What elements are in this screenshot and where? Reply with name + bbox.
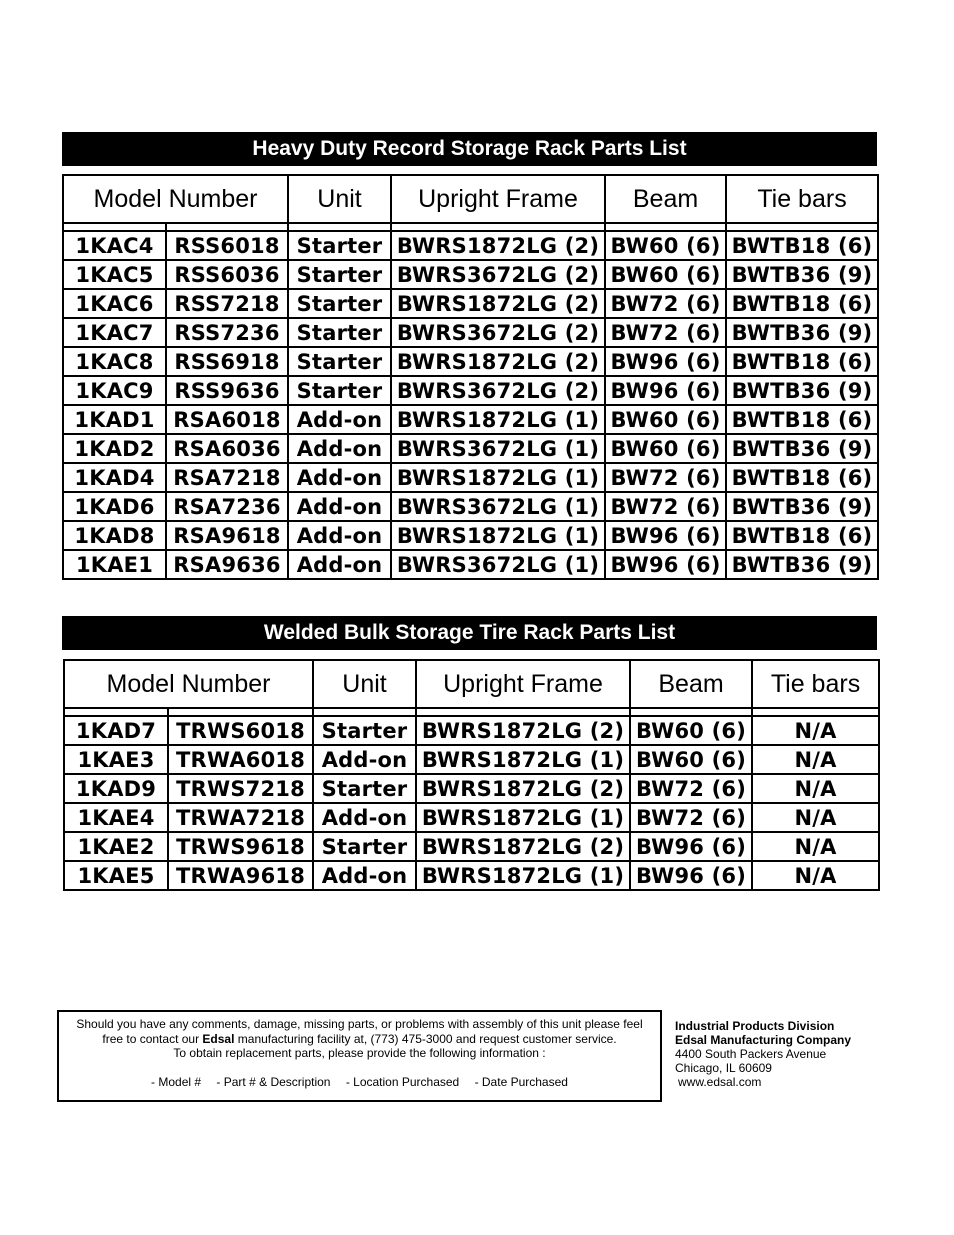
model-cell: 1KAC6: [63, 289, 166, 318]
tire-rack-parts-table: [63, 659, 880, 891]
upright-frame-cell: BWRS1872LG (2): [391, 347, 605, 376]
beam-cell: BW72 (6): [605, 318, 726, 347]
col-header-model-number: Model Number: [63, 175, 288, 223]
table-row: [63, 318, 878, 347]
part-number-cell: RSS6018: [166, 231, 288, 260]
notice-line-2-start: free to contact our: [102, 1031, 203, 1046]
tie-bars-cell: BWTB36 (9): [726, 550, 878, 579]
tie-bars-cell: N/A: [752, 861, 879, 890]
unit-cell: Add-on: [313, 745, 416, 774]
unit-cell: Starter: [288, 289, 391, 318]
table-row: [63, 347, 878, 376]
notice-line-2-end: manufacturing facility at, (773) 475-3000 and request customer service.: [234, 1031, 617, 1046]
beam-cell: BW72 (6): [630, 803, 752, 832]
tie-bars-cell: N/A: [752, 774, 879, 803]
part-number-cell: RSA7218: [166, 463, 288, 492]
table-row: [63, 231, 878, 260]
address-street: 4400 South Packers Avenue: [675, 1047, 827, 1061]
customer-service-notice: [57, 1010, 662, 1102]
part-number-cell: RSA7236: [166, 492, 288, 521]
table1-body: [63, 223, 878, 579]
part-number-cell: RSS6918: [166, 347, 288, 376]
model-cell: 1KAC8: [63, 347, 166, 376]
beam-cell: BW72 (6): [630, 774, 752, 803]
table-row: [63, 492, 878, 521]
info-location: - Location Purchased: [345, 1074, 460, 1089]
model-cell: 1KAD1: [63, 405, 166, 434]
unit-cell: Add-on: [313, 803, 416, 832]
tie-bars-cell: BWTB18 (6): [726, 289, 878, 318]
tie-bars-cell: BWTB36 (9): [726, 376, 878, 405]
header-spacer-row: [64, 708, 879, 716]
model-cell: 1KAD6: [63, 492, 166, 521]
part-number-cell: RSA9636: [166, 550, 288, 579]
col-header-beam: Beam: [630, 660, 752, 708]
col-header-tie-bars: Tie bars: [726, 175, 878, 223]
upright-frame-cell: BWRS3672LG (2): [391, 260, 605, 289]
beam-cell: BW96 (6): [605, 376, 726, 405]
model-cell: 1KAD2: [63, 434, 166, 463]
unit-cell: Starter: [313, 832, 416, 861]
company-address: [675, 1019, 851, 1089]
upright-frame-cell: BWRS1872LG (2): [391, 231, 605, 260]
part-number-cell: TRWA9618: [168, 861, 313, 890]
address-city: Chicago, IL 60609: [675, 1061, 772, 1075]
address-website[interactable]: www.edsal.com: [678, 1075, 762, 1089]
table2-title: Welded Bulk Storage Tire Rack Parts List: [62, 616, 877, 650]
notice-line-1: Should you have any comments, damage, missing parts, or problems with assembly of this unit please feel: [76, 1017, 643, 1031]
part-number-cell: TRWA6018: [168, 745, 313, 774]
tie-bars-cell: BWTB36 (9): [726, 492, 878, 521]
upright-frame-cell: BWRS3672LG (1): [391, 550, 605, 579]
beam-cell: BW96 (6): [605, 521, 726, 550]
col-header-upright-frame: Upright Frame: [391, 175, 605, 223]
part-number-cell: TRWS6018: [168, 716, 313, 745]
part-number-cell: RSS7218: [166, 289, 288, 318]
unit-cell: Add-on: [313, 861, 416, 890]
tie-bars-cell: BWTB18 (6): [726, 405, 878, 434]
spacer-cell: [605, 223, 726, 231]
model-cell: 1KAE2: [64, 832, 168, 861]
part-number-cell: RSS9636: [166, 376, 288, 405]
part-number-cell: RSA9618: [166, 521, 288, 550]
tie-bars-cell: N/A: [752, 716, 879, 745]
upright-frame-cell: BWRS1872LG (1): [416, 861, 630, 890]
table-row: [64, 745, 879, 774]
col-header-upright-frame: Upright Frame: [416, 660, 630, 708]
address-company: Edsal Manufacturing Company: [675, 1033, 852, 1047]
tie-bars-cell: BWTB18 (6): [726, 231, 878, 260]
upright-frame-cell: BWRS3672LG (1): [391, 492, 605, 521]
header-spacer-row: [63, 223, 878, 231]
model-cell: 1KAD9: [64, 774, 168, 803]
model-cell: 1KAC5: [63, 260, 166, 289]
spacer-cell: [313, 708, 416, 716]
beam-cell: BW60 (6): [630, 716, 752, 745]
beam-cell: BW72 (6): [605, 289, 726, 318]
unit-cell: Add-on: [288, 405, 391, 434]
spacer-cell: [168, 708, 313, 716]
tie-bars-cell: BWTB18 (6): [726, 463, 878, 492]
upright-frame-cell: BWRS1872LG (1): [391, 521, 605, 550]
col-header-model-number: Model Number: [64, 660, 313, 708]
table-row: [64, 803, 879, 832]
table-row: [63, 463, 878, 492]
heavy-duty-parts-table: [62, 174, 879, 580]
upright-frame-cell: BWRS1872LG (1): [391, 405, 605, 434]
beam-cell: BW96 (6): [605, 550, 726, 579]
unit-cell: Starter: [313, 774, 416, 803]
table-row: [64, 861, 879, 890]
spacer-cell: [726, 223, 878, 231]
col-header-beam: Beam: [605, 175, 726, 223]
info-date: - Date Purchased: [474, 1074, 568, 1089]
model-cell: 1KAE5: [64, 861, 168, 890]
beam-cell: BW60 (6): [630, 745, 752, 774]
model-cell: 1KAE4: [64, 803, 168, 832]
beam-cell: BW60 (6): [605, 231, 726, 260]
required-info-list: [59, 1075, 660, 1090]
spacer-cell: [166, 223, 288, 231]
model-cell: 1KAC7: [63, 318, 166, 347]
upright-frame-cell: BWRS1872LG (1): [416, 745, 630, 774]
unit-cell: Add-on: [288, 550, 391, 579]
upright-frame-cell: BWRS1872LG (2): [391, 289, 605, 318]
spacer-cell: [752, 708, 879, 716]
info-model: - Model #: [151, 1074, 202, 1089]
tie-bars-cell: N/A: [752, 832, 879, 861]
upright-frame-cell: BWRS3672LG (2): [391, 318, 605, 347]
model-cell: 1KAE3: [64, 745, 168, 774]
tie-bars-cell: N/A: [752, 745, 879, 774]
table-row: [64, 832, 879, 861]
notice-line-2: [59, 1032, 660, 1047]
beam-cell: BW96 (6): [605, 347, 726, 376]
table1-title: Heavy Duty Record Storage Rack Parts List: [62, 132, 877, 166]
upright-frame-cell: BWRS1872LG (1): [416, 803, 630, 832]
part-number-cell: RSS7236: [166, 318, 288, 347]
model-cell: 1KAE1: [63, 550, 166, 579]
table-row: [63, 289, 878, 318]
info-part: - Part # & Description: [216, 1074, 331, 1089]
model-cell: 1KAD7: [64, 716, 168, 745]
table-row: [63, 376, 878, 405]
tie-bars-cell: BWTB18 (6): [726, 347, 878, 376]
beam-cell: BW96 (6): [630, 832, 752, 861]
unit-cell: Starter: [288, 347, 391, 376]
table-row: [63, 260, 878, 289]
unit-cell: Add-on: [288, 463, 391, 492]
model-cell: 1KAC9: [63, 376, 166, 405]
tie-bars-cell: BWTB36 (9): [726, 434, 878, 463]
unit-cell: Add-on: [288, 492, 391, 521]
spacer-cell: [64, 708, 168, 716]
col-header-unit: Unit: [313, 660, 416, 708]
upright-frame-cell: BWRS3672LG (2): [391, 376, 605, 405]
part-number-cell: RSA6018: [166, 405, 288, 434]
part-number-cell: RSS6036: [166, 260, 288, 289]
beam-cell: BW96 (6): [630, 861, 752, 890]
upright-frame-cell: BWRS3672LG (1): [391, 434, 605, 463]
table2-body: [64, 708, 879, 890]
spacer-cell: [288, 223, 391, 231]
model-cell: 1KAD8: [63, 521, 166, 550]
unit-cell: Starter: [288, 318, 391, 347]
unit-cell: Add-on: [288, 434, 391, 463]
unit-cell: Add-on: [288, 521, 391, 550]
table-row: [63, 434, 878, 463]
col-header-unit: Unit: [288, 175, 391, 223]
upright-frame-cell: BWRS1872LG (2): [416, 832, 630, 861]
spacer-cell: [63, 223, 166, 231]
notice-line-3: To obtain replacement parts, please provide the following information :: [173, 1046, 546, 1060]
unit-cell: Starter: [288, 260, 391, 289]
unit-cell: Starter: [288, 231, 391, 260]
upright-frame-cell: BWRS1872LG (1): [391, 463, 605, 492]
tie-bars-cell: BWTB36 (9): [726, 318, 878, 347]
table-row: [64, 774, 879, 803]
table-row: [64, 716, 879, 745]
beam-cell: BW72 (6): [605, 492, 726, 521]
upright-frame-cell: BWRS1872LG (2): [416, 716, 630, 745]
part-number-cell: TRWA7218: [168, 803, 313, 832]
tie-bars-cell: BWTB18 (6): [726, 521, 878, 550]
spacer-cell: [630, 708, 752, 716]
col-header-tie-bars: Tie bars: [752, 660, 879, 708]
beam-cell: BW60 (6): [605, 260, 726, 289]
beam-cell: BW60 (6): [605, 405, 726, 434]
unit-cell: Starter: [288, 376, 391, 405]
upright-frame-cell: BWRS1872LG (2): [416, 774, 630, 803]
tie-bars-cell: N/A: [752, 803, 879, 832]
notice-company-name: Edsal: [202, 1031, 235, 1046]
spacer-cell: [391, 223, 605, 231]
address-division: Industrial Products Division: [675, 1019, 835, 1033]
model-cell: 1KAD4: [63, 463, 166, 492]
unit-cell: Starter: [313, 716, 416, 745]
part-number-cell: RSA6036: [166, 434, 288, 463]
table-row: [63, 550, 878, 579]
spacer-cell: [416, 708, 630, 716]
part-number-cell: TRWS9618: [168, 832, 313, 861]
table-row: [63, 521, 878, 550]
beam-cell: BW60 (6): [605, 434, 726, 463]
table-row: [63, 405, 878, 434]
part-number-cell: TRWS7218: [168, 774, 313, 803]
tie-bars-cell: BWTB36 (9): [726, 260, 878, 289]
model-cell: 1KAC4: [63, 231, 166, 260]
beam-cell: BW72 (6): [605, 463, 726, 492]
